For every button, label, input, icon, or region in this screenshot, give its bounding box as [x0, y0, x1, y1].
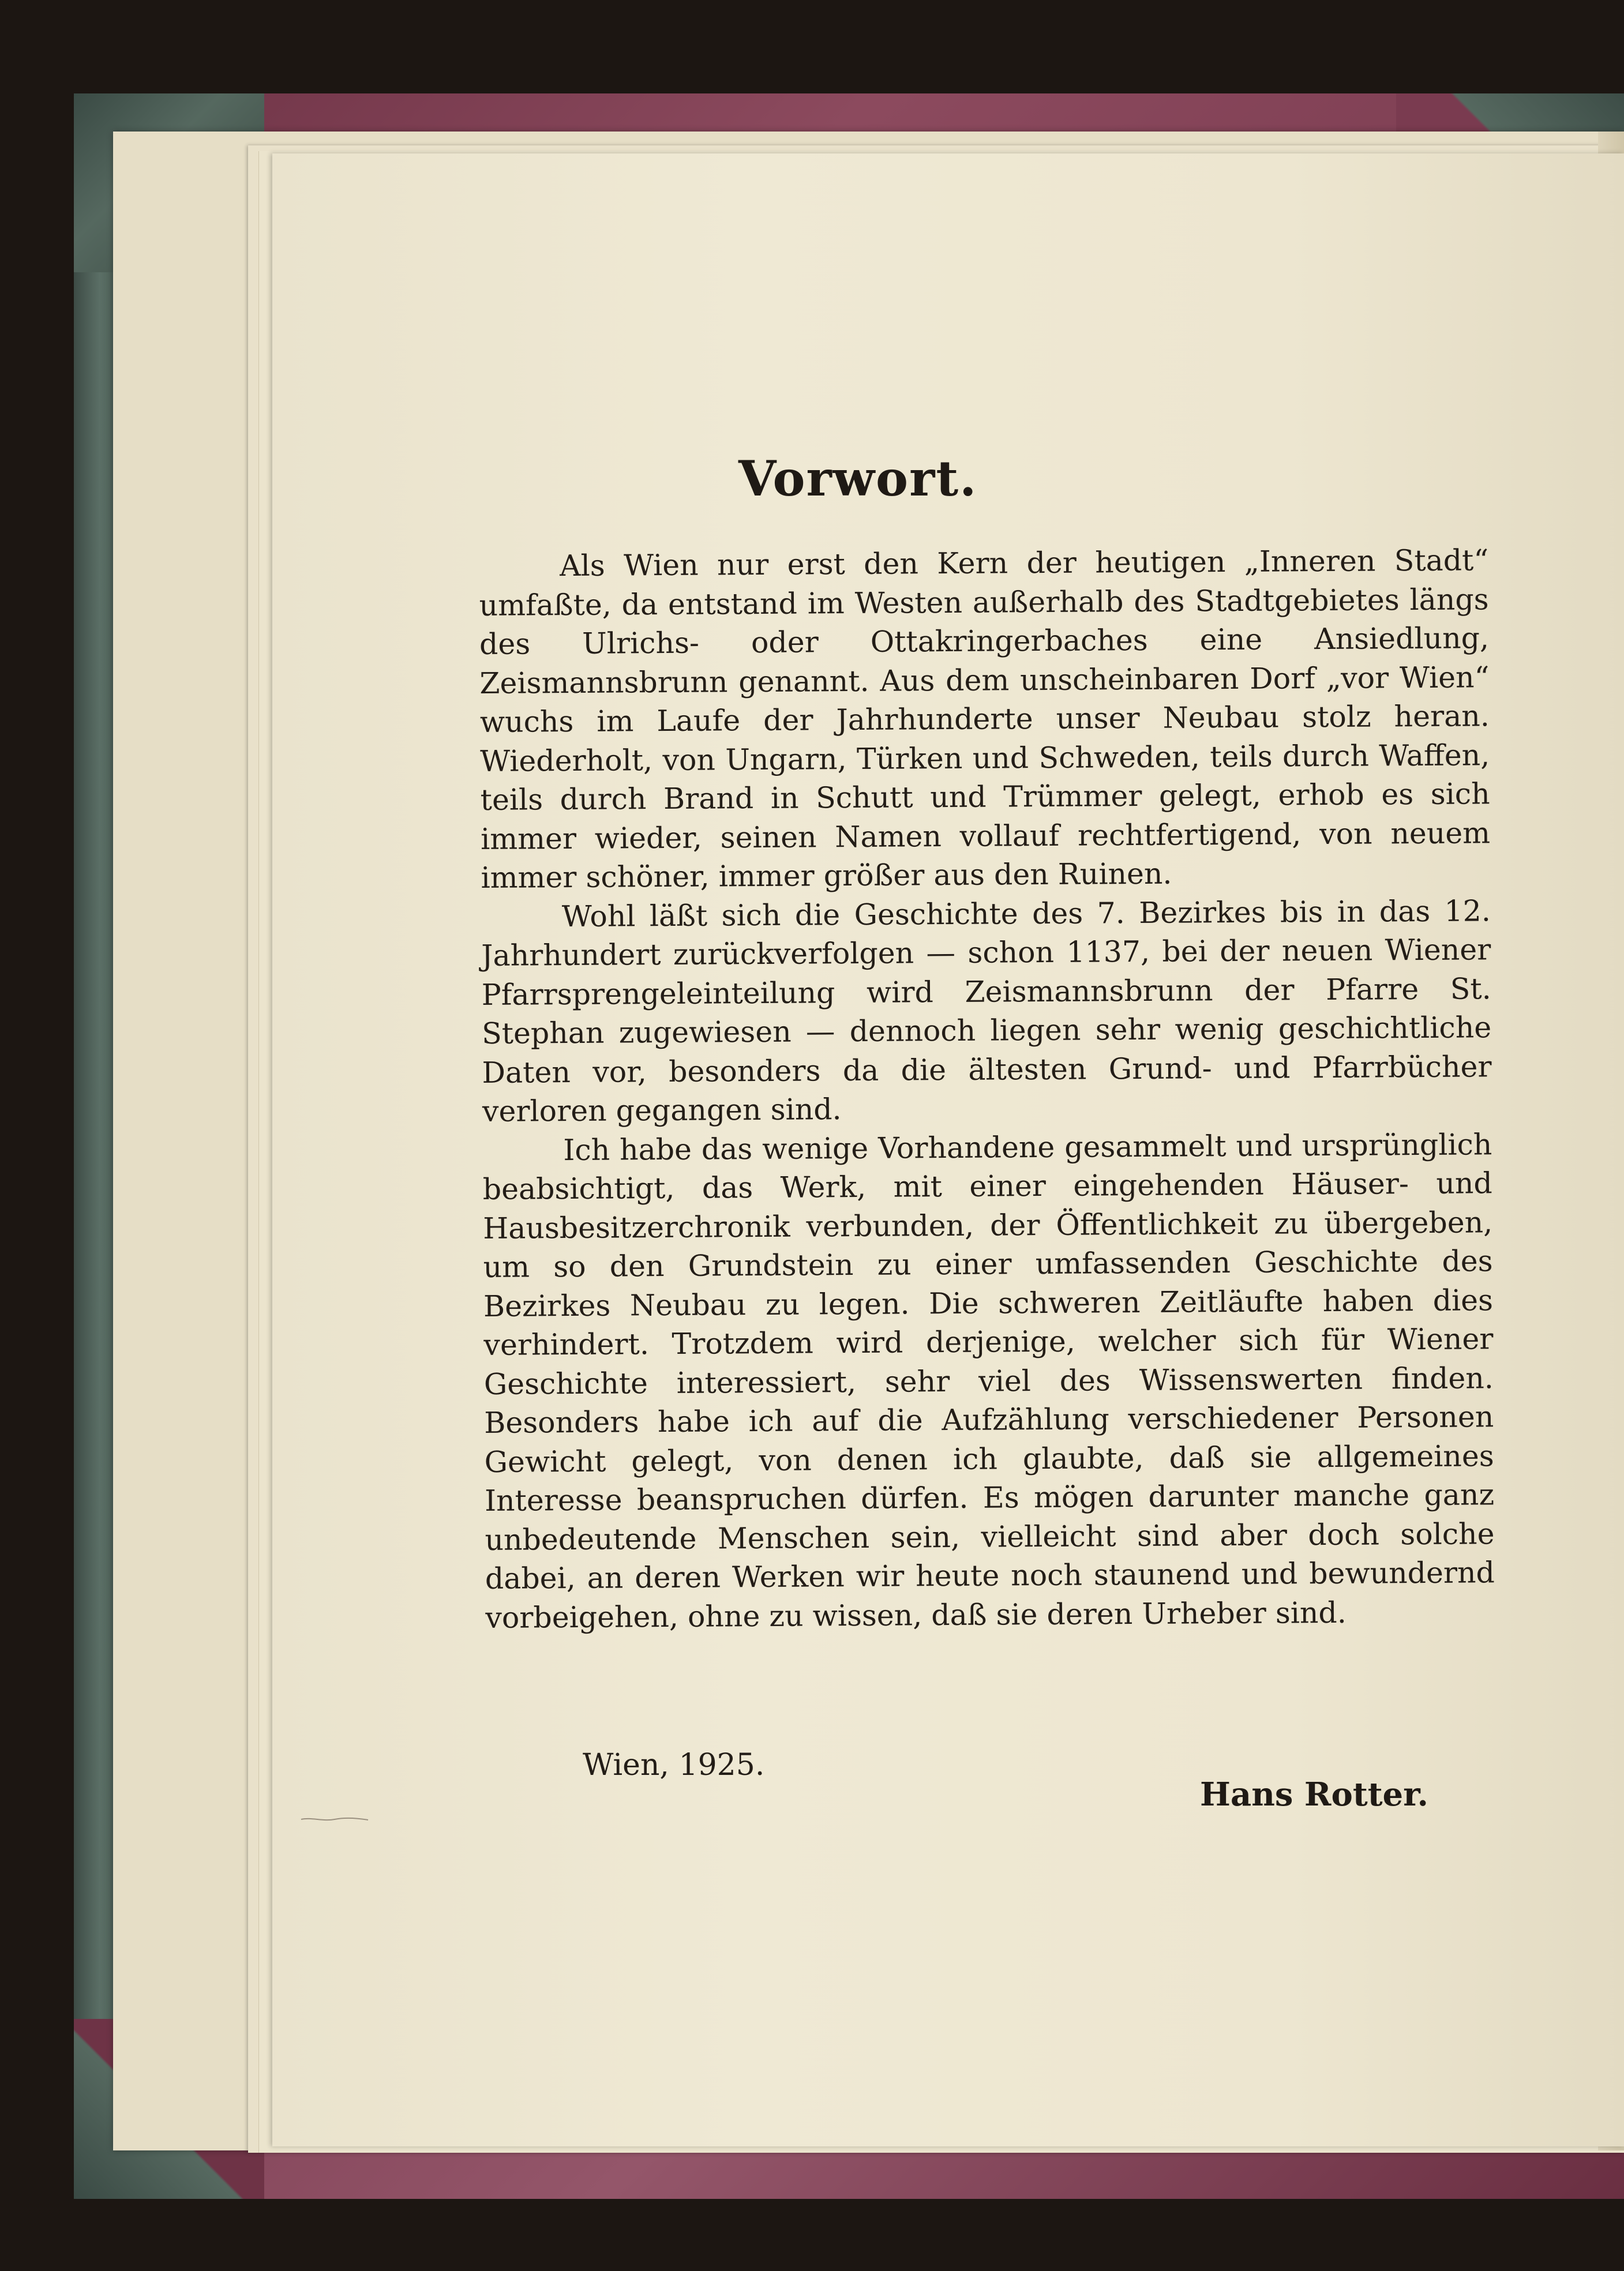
author-signature: Hans Rotter.	[1200, 1775, 1429, 1814]
place-date: Wien, 1925.	[583, 1748, 765, 1782]
preface-body	[479, 540, 1495, 1637]
page-title: Vorwort.	[738, 450, 978, 507]
pencil-mark	[300, 1816, 369, 1823]
paragraph-3: Ich habe das wenige Vorhandene gesammelt und ursprünglich beabsichtigt, das Werk, mit einer eingehenden Häuser- und Hausbesitzerchronik verbunden, der Öffentlichkeit zu übergeben, um so den Grundstein zu einer umfassenden Geschichte des Bezirkes Neubau zu legen. Die schweren Zeitläufte haben dies verhindert. Trotzdem wird derjenige, welcher sich für Wiener Geschichte interessiert, sehr viel des Wissenswerten finden. Besonders habe ich auf die Aufzählung verschiedener Personen Gewicht gelegt, von denen ich glaubte, daß sie allgemeines Interesse beanspruchen dürfen. Es mögen darunter manche ganz unbedeutende Menschen sein, vielleicht sind aber doch solche dabei, an deren Werken wir heute noch staunend und bewundernd vorbeigehen, ohne zu wissen, daß sie deren Urheber sind.	[482, 1127, 1495, 1635]
paragraph-2: Wohl läßt sich die Geschichte des 7. Bezirkes bis in das 12. Jahrhundert zurückverfolgen — schon 1137, bei der neuen Wiener Pfarrsprengeleinteilung wird Zeismannsbrunn der Pfarre St. Stephan zugewiesen — dennoch liegen sehr wenig geschichtliche Daten vor, besonders da die ältesten Grund- und Pfarrbücher verloren gegangen sind.	[481, 893, 1492, 1128]
paragraph-1: Als Wien nur erst den Kern der heutigen „Inneren Stadt“ umfaßte, da entstand im Westen außerhalb des Stadtgebietes längs des Ulrichs- oder Ottakringerbaches eine Ansiedlung, Zeismannsbrunn genannt. Aus dem unscheinbaren Dorf „vor Wien“ wuchs im Laufe der Jahrhunderte unser Neubau stolz heran. Wiederholt, von Ungarn, Türken und Schweden, teils durch Waffen, teils durch Brand in Schutt und Trümmer gelegt, erhob es sich immer wieder, seinen Namen vollauf rechtfertigend, von neuem immer schöner, immer größer aus den Ruinen.	[479, 543, 1491, 895]
